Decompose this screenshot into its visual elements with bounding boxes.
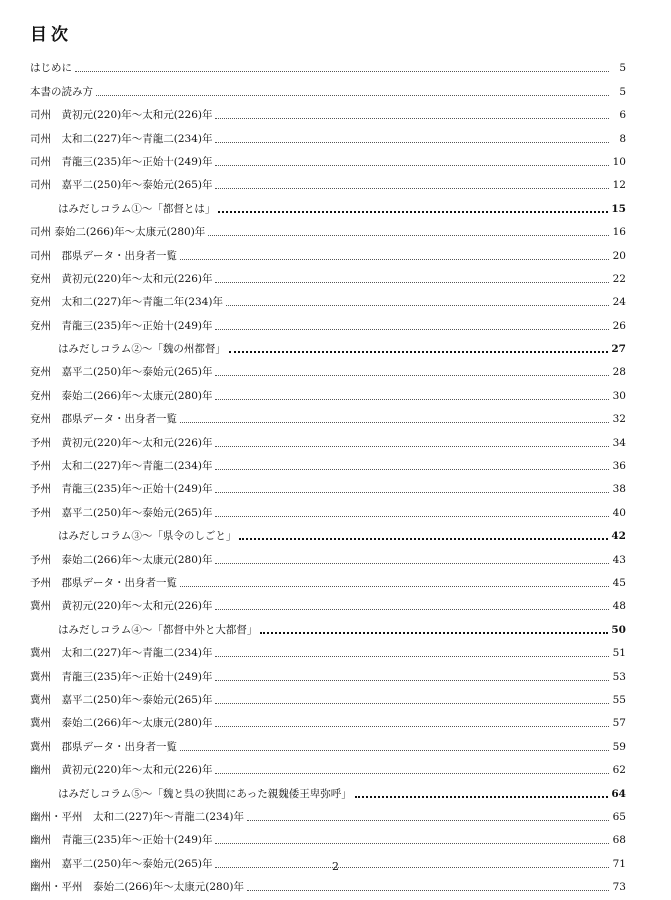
toc-entry[interactable] (30, 333, 626, 356)
toc-leader-dots (180, 259, 609, 260)
toc-entry-label: 予州 郡県データ・出身者一覧 (30, 576, 177, 589)
toc-entry-label: 司州 嘉平二(250)年～泰始元(265)年 (30, 179, 213, 192)
toc-leader-dots (75, 71, 609, 72)
toc-entry-page: 42 (611, 530, 626, 543)
toc-entry-page: 34 (612, 436, 626, 449)
toc-entry-page: 15 (611, 202, 626, 215)
toc-entry-label: 本書の読み方 (30, 85, 93, 98)
toc-entry-label: 予州 青龍三(235)年～正始十(249)年 (30, 483, 213, 496)
toc-leader-dots (180, 586, 609, 587)
toc-entry[interactable] (30, 309, 626, 332)
toc-entry-page: 22 (612, 272, 626, 285)
toc-entry-label: はみだしコラム③～「県令のしごと」 (58, 530, 237, 543)
toc-entry-label: 兗州 郡県データ・出身者一覧 (30, 413, 177, 426)
toc-leader-dots (239, 538, 608, 540)
toc-entry-page: 36 (612, 460, 626, 473)
toc-entry-label: はみだしコラム②～「魏の州都督」 (58, 343, 226, 356)
toc-entry[interactable] (30, 379, 626, 402)
toc-entry-label: 予州 黄初元(220)年～太和元(226)年 (30, 436, 213, 449)
toc-entry-label: 兗州 嘉平二(250)年～泰始元(265)年 (30, 366, 213, 379)
toc-entry-label: 幽州・平州 太和二(227)年～青龍二(234)年 (30, 810, 244, 823)
toc-leader-dots (215, 516, 609, 517)
toc-leader-dots (215, 118, 609, 119)
toc-entry[interactable] (30, 216, 626, 239)
toc-entry-page: 51 (612, 647, 626, 660)
toc-leader-dots (215, 843, 609, 844)
toc-entry-label: 幽州・平州 泰始二(266)年～太康元(280)年 (30, 881, 244, 894)
toc-leader-dots (215, 563, 609, 564)
toc-entry-page: 55 (612, 693, 626, 706)
toc-entry-page: 48 (612, 600, 626, 613)
toc-entry[interactable] (30, 684, 626, 707)
toc-entry[interactable] (30, 122, 626, 145)
toc-entry-label: 冀州 青龍三(235)年～正始十(249)年 (30, 670, 213, 683)
toc-entry-label: 幽州 嘉平二(250)年～泰始元(265)年 (30, 857, 213, 870)
toc-entry[interactable] (30, 824, 626, 847)
toc-entry-label: 幽州 黄初元(220)年～太和元(226)年 (30, 764, 213, 777)
toc-entry[interactable] (30, 356, 626, 379)
toc-entry-page: 71 (612, 857, 626, 870)
toc-entry-page: 53 (612, 670, 626, 683)
toc-entry-page: 10 (612, 155, 626, 168)
toc-entry-page: 32 (612, 413, 626, 426)
toc-entry-page: 38 (612, 483, 626, 496)
toc-leader-dots (215, 680, 609, 681)
toc-entry[interactable] (30, 450, 626, 473)
toc-entry[interactable] (30, 75, 626, 98)
toc-entry-page: 5 (619, 62, 626, 75)
toc-entry[interactable] (30, 801, 626, 824)
toc-entry[interactable] (30, 239, 626, 262)
toc-entry-label: 幽州 青龍三(235)年～正始十(249)年 (30, 834, 213, 847)
toc-leader-dots (229, 351, 608, 353)
toc-leader-dots (215, 375, 609, 376)
toc-entry-page: 59 (612, 740, 626, 753)
toc-entry-page: 73 (612, 881, 626, 894)
toc-entry-label: 冀州 嘉平二(250)年～泰始元(265)年 (30, 693, 213, 706)
toc-entry-page: 20 (612, 249, 626, 262)
toc-entry-label: 司州 泰始二(266)年～太康元(280)年 (30, 226, 206, 239)
toc-entry[interactable] (30, 707, 626, 730)
toc-entry-page: 65 (612, 810, 626, 823)
toc-entry-page: 50 (611, 623, 626, 636)
toc-entry[interactable] (30, 660, 626, 683)
toc-entry-label: 司州 青龍三(235)年～正始十(249)年 (30, 155, 213, 168)
toc-entry-label: 司州 黄初元(220)年～太和元(226)年 (30, 109, 213, 122)
toc-entry-page: 45 (612, 576, 626, 589)
toc-entry[interactable] (30, 520, 626, 543)
toc-entry[interactable] (30, 286, 626, 309)
toc-entry-page: 64 (611, 787, 626, 800)
toc-entry-label: 冀州 太和二(227)年～青龍二(234)年 (30, 647, 213, 660)
toc-entry[interactable] (30, 52, 626, 75)
toc-entry[interactable] (30, 730, 626, 753)
table-of-contents (30, 52, 626, 894)
toc-entry[interactable] (30, 496, 626, 519)
toc-leader-dots (260, 632, 608, 634)
toc-entry[interactable] (30, 169, 626, 192)
toc-entry[interactable] (30, 263, 626, 286)
toc-entry[interactable] (30, 99, 626, 122)
toc-entry[interactable] (30, 777, 626, 800)
toc-entry[interactable] (30, 146, 626, 169)
toc-entry-label: 司州 太和二(227)年～青龍二(234)年 (30, 132, 213, 145)
toc-entry[interactable] (30, 871, 626, 894)
toc-entry-label: 予州 太和二(227)年～青龍二(234)年 (30, 460, 213, 473)
toc-entry-label: 予州 泰始二(266)年～太康元(280)年 (30, 553, 213, 566)
toc-leader-dots (180, 750, 609, 751)
toc-entry-label: 冀州 泰始二(266)年～太康元(280)年 (30, 717, 213, 730)
toc-leader-dots (215, 165, 609, 166)
page-number: 2 (332, 860, 339, 873)
toc-entry-page: 16 (612, 226, 626, 239)
page-title: 目次 (30, 25, 72, 45)
toc-entry-page: 28 (612, 366, 626, 379)
toc-entry-page: 27 (611, 343, 626, 356)
toc-entry-page: 30 (612, 389, 626, 402)
toc-entry-label: 兗州 青龍三(235)年～正始十(249)年 (30, 319, 213, 332)
toc-leader-dots (215, 188, 609, 189)
toc-leader-dots (215, 773, 609, 774)
toc-entry-label: 司州 郡県データ・出身者一覧 (30, 249, 177, 262)
toc-leader-dots (215, 329, 609, 330)
toc-entry-page: 26 (612, 319, 626, 332)
toc-leader-dots (215, 399, 609, 400)
toc-leader-dots (180, 422, 609, 423)
toc-entry-label: はみだしコラム⑤～「魏と呉の狭間にあった親魏倭王卑弥呼」 (58, 787, 352, 800)
toc-entry-label: 冀州 郡県データ・出身者一覧 (30, 740, 177, 753)
toc-leader-dots (355, 796, 609, 798)
toc-entry-page: 5 (619, 85, 626, 98)
toc-leader-dots (215, 609, 609, 610)
toc-entry-label: 予州 嘉平二(250)年～泰始元(265)年 (30, 506, 213, 519)
toc-leader-dots (215, 282, 609, 283)
toc-entry-page: 68 (612, 834, 626, 847)
toc-entry-page: 24 (612, 296, 626, 309)
toc-leader-dots (247, 820, 609, 821)
toc-leader-dots (208, 235, 609, 236)
toc-entry-label: 冀州 黄初元(220)年～太和元(226)年 (30, 600, 213, 613)
toc-entry-page: 43 (612, 553, 626, 566)
toc-entry-label: 兗州 太和二(227)年～青龍二年(234)年 (30, 296, 223, 309)
toc-leader-dots (96, 95, 609, 96)
toc-entry[interactable] (30, 590, 626, 613)
toc-leader-dots (215, 656, 609, 657)
toc-leader-dots (215, 726, 609, 727)
toc-entry-page: 57 (612, 717, 626, 730)
toc-entry-page: 6 (619, 109, 626, 122)
toc-entry-label: 兗州 泰始二(266)年～太康元(280)年 (30, 389, 213, 402)
toc-entry-label: はじめに (30, 62, 72, 75)
toc-entry-label: はみだしコラム④～「都督中外と大都督」 (58, 623, 258, 636)
toc-entry[interactable] (30, 543, 626, 566)
toc-entry-page: 12 (612, 179, 626, 192)
toc-entry-page: 40 (612, 506, 626, 519)
toc-entry-page: 62 (612, 764, 626, 777)
toc-leader-dots (215, 492, 609, 493)
toc-entry[interactable] (30, 637, 626, 660)
toc-entry[interactable] (30, 567, 626, 590)
toc-entry[interactable] (30, 192, 626, 215)
toc-entry[interactable] (30, 754, 626, 777)
toc-entry[interactable] (30, 426, 626, 449)
toc-entry-label: はみだしコラム①～「都督とは」 (58, 202, 216, 215)
toc-leader-dots (215, 142, 609, 143)
toc-entry[interactable] (30, 473, 626, 496)
toc-leader-dots (215, 469, 609, 470)
toc-leader-dots (215, 703, 609, 704)
toc-entry-label: 兗州 黄初元(220)年～太和元(226)年 (30, 272, 213, 285)
toc-leader-dots (226, 305, 609, 306)
toc-leader-dots (218, 211, 608, 213)
toc-entry[interactable] (30, 613, 626, 636)
toc-leader-dots (215, 446, 609, 447)
toc-entry[interactable] (30, 403, 626, 426)
toc-leader-dots (247, 890, 609, 891)
toc-entry-page: 8 (619, 132, 626, 145)
